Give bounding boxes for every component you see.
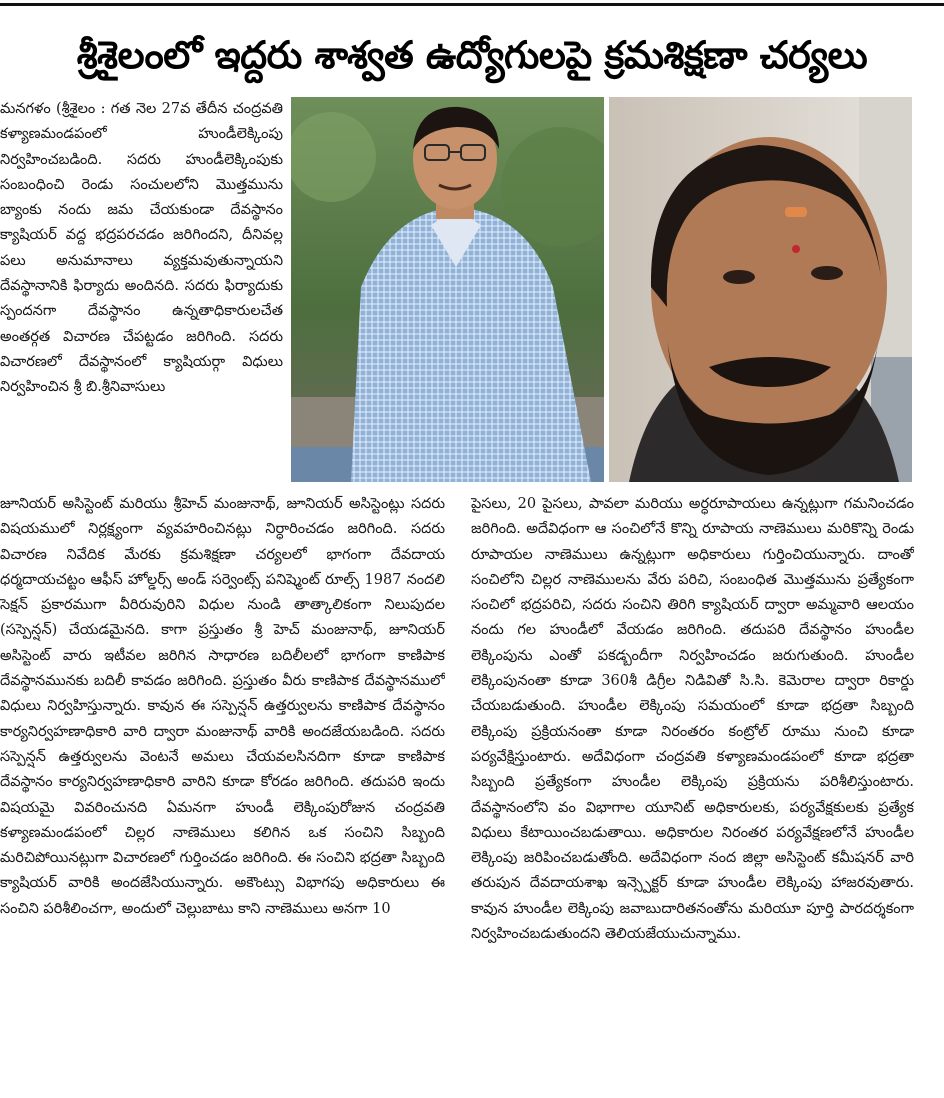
- article-column-right: పైసలు, 20 పైసలు, పావలా మరియు అర్ధరూపాయలు ఉన్నట్లుగా గమనించడం జరిగింది. అదేవిధంగా ఆ సంచిలోనే కొన్ని రూపాయ నాణెములు మరికొన్ని రెండు రూపాయల నాణెములు ఉన్నట్లుగా అధికారులు గుర్తించియున్నారు. దాంతో సంచిలోని చిల్లర నాణెములను వేరు పరిచి, సంబంధిత మొత్తమును ప్రత్యేకంగా సంచిలో భద్రపరిచి, సదరు సంచిని తిరిగి క్యాషియర్ ద్వారా అమ్మవారి ఆలయం నందు గల హుండీలో వేయడం జరిగింది. తదుపరి దేవస్థానం హుండీల లెక్కింపును ఎంతో పకడ్బందీగా నిర్వహించడం జరుగుతుంది. హుండీల లెక్కింపునంతా కూడా 360శీ డిగ్రీల నిడివితో సి.సి. కెమెరాల ద్వారా రికార్డు చేయబడుతుంది. హుండీల లెక్కింపు సమయంలో కూడా భద్రతా సిబ్బంది లెక్కింపు ప్రక్రియనంతా కూడా నిరంతరం కంట్రోల్ రూము నుంచి కూడా పర్యవేక్షిస్తుంటారు. అదేవిధంగా చంద్రవతి కళ్యాణమండపంలో కూడా భద్రతా సిబ్బంది ప్రత్యేకంగా హుండీల లెక్కింపు ప్రక్రియను పరిశీలిస్తుంటారు. దేవస్థానంలోని వం విభాగాల యూనిట్ అధికారులకు, పర్యవేక్షకులకు ప్రత్యేక విధులు కేటాయించబడుతాయి. అధికారుల నిరంతర పర్యవేక్షణలోనే హుండీల లెక్కింపు జరిపించబడుతోంది. అదేవిధంగా నంద జిల్లా అసిస్టెంట్ కమీషనర్ వారి తరుపున దేవదాయశాఖ ఇన్స్పెక్టర్ కూడా హుండీల లెక్కింపు హాజరవుతారు. కావున హుండీల లెక్కింపు జవాబుదారితనంతోను మరియూ పూర్తి పారదర్శకంగా నిర్వహించబడుతుందని తెలియజేయుచున్నాము.: [471, 496, 914, 943]
- photo-strip: [291, 97, 912, 482]
- photo-man-in-checked-shirt: [291, 97, 604, 482]
- article-column-left-top: మనగళం (శ్రీశైలం : గత నెల 27వ తేదీన చంద్రవతి కళ్యాణమండపంలో హుండీలెక్కింపు నిర్వహించబడింది. సదరు హుండీలెక్కింపుకు సంబంధించి రెండు సంచులలోని మొత్తమును బ్యాంకు నందు జమ చేయకుండా దేవస్థానం క్యాషియర్ వద్ద భద్రపరచడం జరిగిందని, దీనివల్ల పలు అనుమానాలు వ్యక్తమవుతున్నాయని దేవస్థానానికి ఫిర్యాదు అందినది. సదరు ఫిర్యాదుకు స్పందనగా దేవస్థానం ఉన్నతాధికారులచేత అంతర్గత విచారణ చేపట్టడం జరిగింది. సదరు విచారణలో దేవస్థానంలో క్యాషియర్గా విధులు నిర్వహించిన శ్రీ బి.శ్రీనివాసులు: [0, 101, 283, 396]
- article-column-left-bottom: జూనియర్ అసిస్టెంట్ మరియు శ్రీహెచ్ మంజునాథ్, జూనియర్ అసిస్టెంట్లు సదరు విషయములో నిర్లక్ష్యంగా వ్యవహరించినట్లు నిర్ధారించడం జరిగింది. సదరు విచారణ నివేదిక మేరకు క్రమశిక్షణా చర్యలలో భాగంగా దేవదాయ ధర్మదాయచట్టం ఆఫీస్ హోల్డర్స్ అండ్ సర్వెంట్స్ పనిష్మెంట్ రూల్స్ 1987 నందలి సెక్షన్ ప్రకారముగా వీరిరువురిని విధుల నుండి తాత్కాలికంగా నిలుపుదల (సస్పెన్షన్) చేయడమైనది. కాగా ప్రస్తుతం శ్రీ హెచ్ మంజునాథ్, జూనియర్ అసిస్టెంట్ వారు ఇటీవల జరిగిన సాధారణ బదిలీలలో భాగంగా కాణిపాక దేవస్థానమునకు బదిలీ కావడం జరిగింది. ప్రస్తుతం వీరు కాణిపాక దేవస్థానములో విధులు నిర్వహిస్తున్నారు. కావున ఈ సస్పెన్షన్ ఉత్తర్వులను కాణిపాక దేవస్థానం కార్యనిర్వహణాధికారి వారి ద్వారా మంజునాథ్ వారికి అందజేయబడింది. సదరు సస్పెన్షన్ ఉత్తర్వులను వెంటనే అమలు చేయవలసినదిగా కూడా కాణిపాక దేవస్థానం కార్యనిర్వహణాధికారి వారిని కూడా కోరడం జరిగింది. తదుపరి ఇందు విషయమై వివరించునది ఏమనగా హుండీ లెక్కింపురోజున చంద్రవతి కళ్యాణమండపంలో చిల్లర నాణెములు కలిగిన ఒక సంచిని సిబ్బంది మరిచిపోయినట్లుగా విచారణలో గుర్తించడం జరిగింది. ఈ సంచిని భద్రతా సిబ్బంది క్యాషియర్ వారికి అందజేసియున్నారు. అకౌంట్సు విభాగపు అధికారులు ఈ సంచిని పరిశీలించగా, అందులో చెల్లుబాటు కాని నాణెములు అనగా 10: [0, 496, 445, 917]
- headline: శ్రీశైలంలో ఇద్దరు శాశ్వత ఉద్యోగులపై క్రమశిక్షణా చర్యలు: [76, 33, 868, 77]
- top-rule: [0, 3, 944, 6]
- photo-man-with-beard: [609, 97, 912, 482]
